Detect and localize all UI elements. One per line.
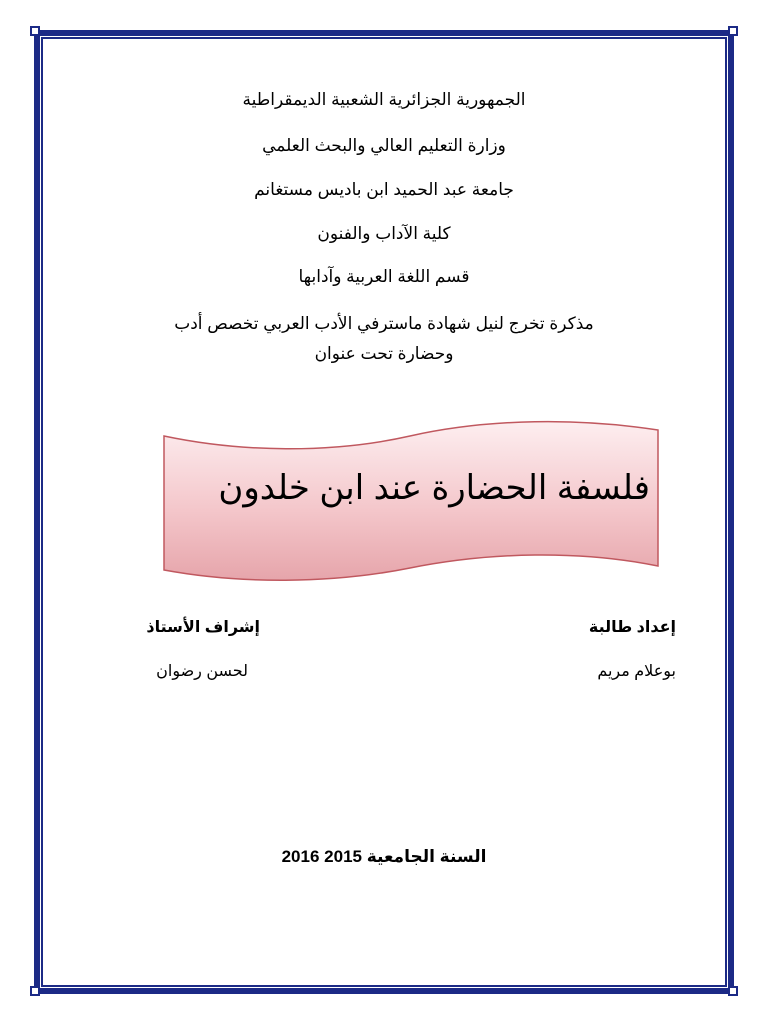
ministry-name: وزارة التعليم العالي والبحث العلمي (262, 136, 506, 155)
supervisor-name: لحسن رضوان (156, 663, 248, 680)
supervisor-label: إشراف الأستاذ (146, 619, 260, 636)
thesis-description-line-2: وحضارة تحت عنوان (314, 344, 454, 363)
faculty-name: كلية الآداب والفنون (317, 224, 451, 243)
university-name: جامعة عبد الحميد ابن باديس مستغانم (254, 180, 514, 199)
republic-name: الجمهورية الجزائرية الشعبية الديمقراطية (242, 90, 526, 109)
border-corner-top-right (728, 26, 738, 36)
border-corner-bottom-left (30, 986, 40, 996)
student-name: بوعلام مريم (597, 663, 676, 680)
thesis-description-line-1: مذكرة تخرج لنيل شهادة ماسترفي الأدب العربي تخصص أدب (174, 314, 594, 333)
thesis-title-banner (160, 416, 664, 588)
border-corner-bottom-right (728, 986, 738, 996)
academic-year: السنة الجامعية 2015 2016 (281, 847, 487, 866)
department-name: قسم اللغة العربية وآدابها (298, 267, 470, 286)
student-label: إعداد طالبة (588, 619, 676, 636)
border-corner-top-left (30, 26, 40, 36)
thesis-title: فلسفة الحضارة عند ابن خلدون (218, 469, 650, 507)
